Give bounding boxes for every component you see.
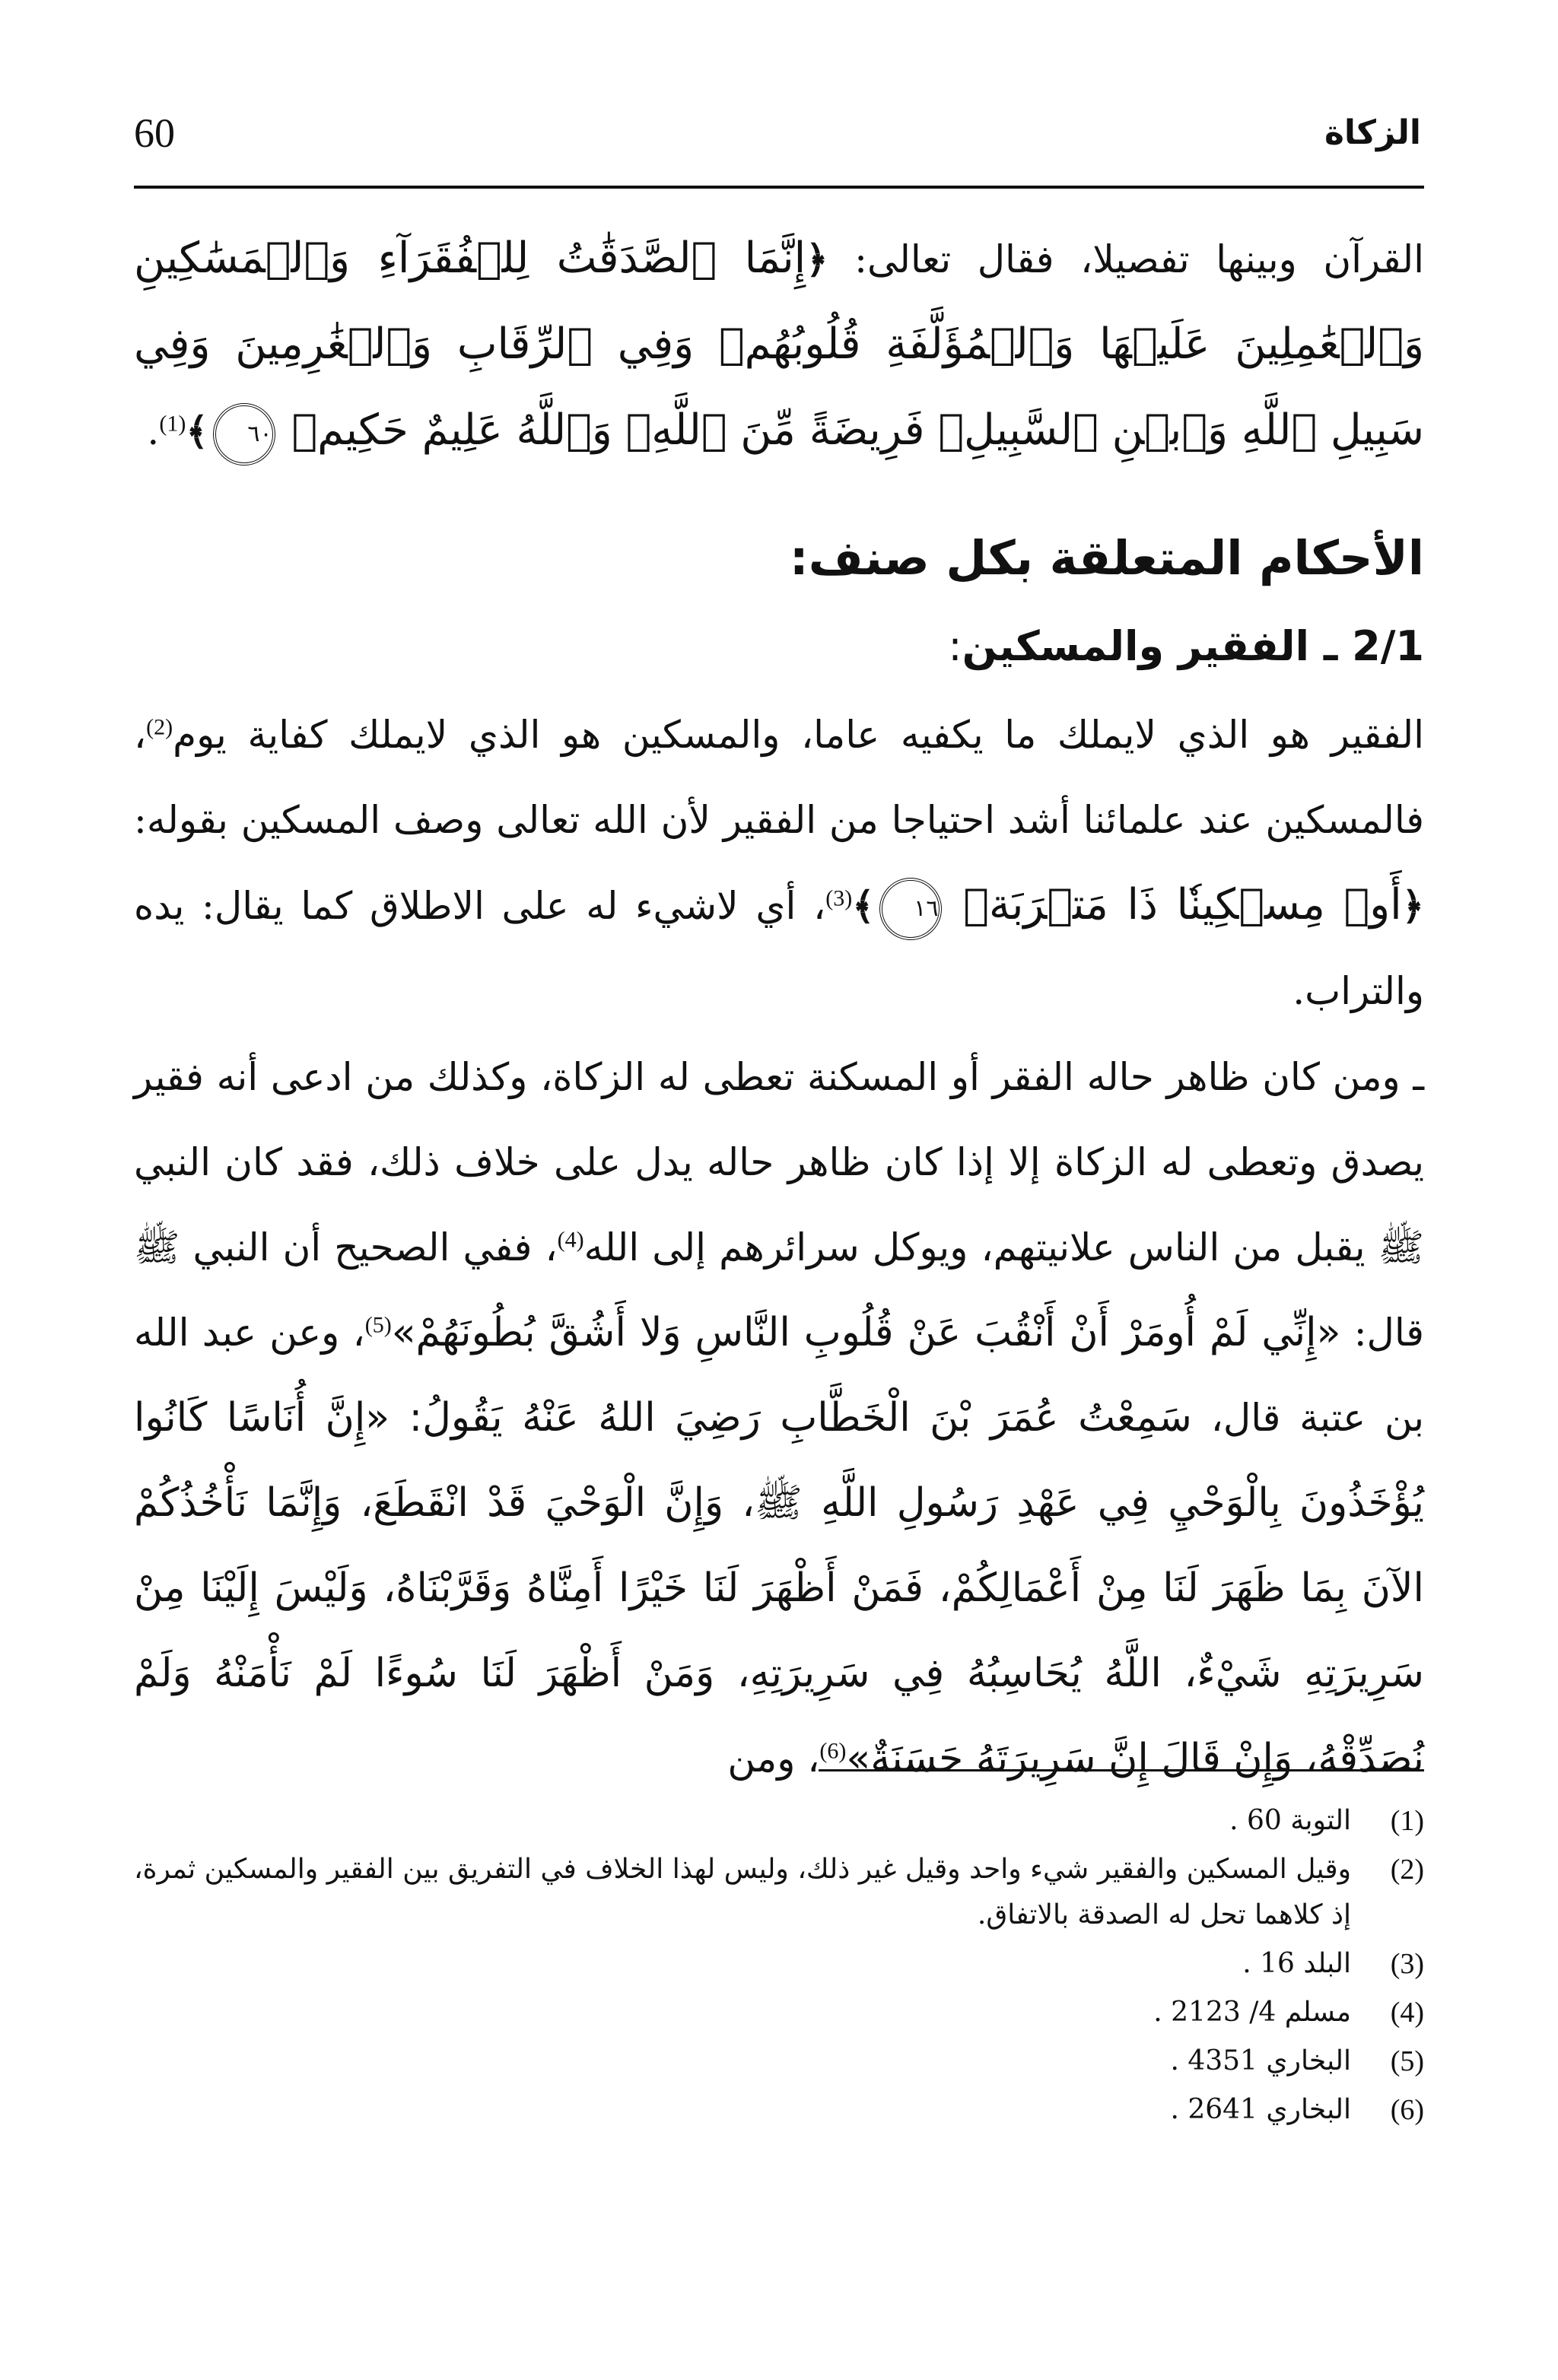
intro-end-punct: . bbox=[147, 409, 160, 453]
footnote-ref-4: (4) bbox=[557, 1227, 584, 1253]
ayah-number-marker: ١٦ bbox=[879, 878, 942, 940]
footnote-rule bbox=[819, 1769, 1424, 1771]
footnote-item bbox=[134, 1990, 1424, 2035]
para1-part1: الفقير هو الذي لايملك ما يكفيه عاما، والمسكين هو الذي لايملك كفاية يوم bbox=[173, 713, 1424, 757]
ayah-number-marker: ٦٠ bbox=[213, 403, 275, 466]
footnote-item bbox=[134, 1847, 1424, 1938]
footnote-number: (4) bbox=[1390, 1997, 1424, 2029]
footnote-ref-2: (2) bbox=[146, 714, 173, 740]
quran-open-bracket: ﴿ bbox=[806, 237, 828, 281]
quran-verse-tawbah-60: إِنَّمَا ٱلصَّدَقَٰتُ لِلۡفُقَرَآءِ وَٱلۡمَسَٰكِينِ وَٱلۡعَٰمِلِينَ عَلَيۡهَا وَٱلۡمُؤَلَّفَةِ قُلُوبُهُمۡ وَفِي ٱلرِّقَابِ وَٱلۡغَٰرِمِينَ وَفِي سَبِيلِ ٱللَّهِ وَٱبۡنِ ٱلسَّبِيلِۖ فَرِيضَةً مِّنَ ٱللَّهِۗ وَٱللَّهُ عَلِيمٌ حَكِيمٞ bbox=[134, 234, 1424, 455]
paragraph-poor-and-needy bbox=[134, 692, 1424, 1034]
para1-part3: ، أي لاشيء له على الاطلاق كما يقال: يده والتراب. bbox=[134, 884, 1424, 1013]
section-heading: الأحكام المتعلقة بكل صنف: bbox=[789, 530, 1424, 586]
quran-open-bracket: ﴿ bbox=[1401, 884, 1424, 928]
footnote-text: البخاري 4351 . bbox=[1170, 2045, 1351, 2077]
footnote-ref-5: (5) bbox=[364, 1312, 392, 1338]
footnote-text: وقيل المسكين والفقير شيء واحد وقيل غير ذلك، وليس لهذا الخلاف في التفريق بين الفقير والمسكين ثمرة، إذ كلاهما تحل له الصدقة بالاتفاق. bbox=[134, 1854, 1351, 1930]
footnote-text: التوبة 60 . bbox=[1229, 1805, 1351, 1836]
footnote-number: (2) bbox=[1390, 1854, 1424, 1886]
footnote-item bbox=[134, 1941, 1424, 1987]
page-number: 60 bbox=[134, 110, 175, 156]
hadith-quote-2: سَمِعْتُ عُمَرَ بْنَ الْخَطَّابِ رَضِيَ اللهُ عَنْهُ يَقُولُ: «إِنَّ أُنَاسًا كَانُوا يُؤْخَذُونَ بِالْوَحْيِ فِي عَهْدِ رَسُولِ اللَّهِ ﷺ، وَإِنَّ الْوَحْيَ قَدْ انْقَطَعَ، وَإِنَّمَا نَأْخُذُكُمْ الآنَ بِمَا ظَهَرَ لَنَا مِنْ أَعْمَالِكُمْ، فَمَنْ أَظْهَرَ لَنَا خَيْرًا أَمِنَّاهُ وَقَرَّبْنَاهُ، وَلَيْسَ إِلَيْنَا مِنْ سَرِيرَتِهِ شَيْءٌ، اللَّهُ يُحَاسِبُهُ فِي سَرِيرَتِهِ، وَمَنْ أَظْهَرَ لَنَا سُوءًا لَمْ نَأْمَنْهُ وَلَمْ نُصَدِّقْهُ، وَإِنْ قَالَ إِنَّ سَرِيرَتَهُ حَسَنَةٌ» bbox=[134, 1395, 1424, 1781]
quran-close-bracket: ﴾ bbox=[186, 409, 208, 453]
sub-heading bbox=[134, 609, 1424, 685]
footnote-number: (1) bbox=[1390, 1805, 1424, 1837]
footnote-item bbox=[134, 1798, 1424, 1844]
intro-paragraph bbox=[134, 216, 1424, 474]
footnote-number: (6) bbox=[1390, 2094, 1424, 2126]
para2-part1: ـ ومن كان ظاهر حاله الفقر أو المسكنة تعطى له الزكاة، وكذلك من ادعى أنه فقير يصدق وتعطى له الزكاة إلا إذا كان ظاهر حاله يدل على خلاف ذلك، فقد كان النبي ﷺ يقبل من الناس علانيتهم، ويوكل سرائرهم إلى الله bbox=[134, 1055, 1424, 1269]
footnote-number: (5) bbox=[1390, 2045, 1424, 2077]
quran-verse-balad-16: أَوۡ مِسۡكِينٗا ذَا مَتۡرَبَةٖ bbox=[963, 880, 1402, 929]
para2-part2: ، ففي الصحيح أن النبي ﷺ قال: bbox=[134, 1225, 1425, 1355]
footnote-item bbox=[134, 2087, 1424, 2133]
footnote-item bbox=[134, 2038, 1424, 2084]
footnote-ref-1: (1) bbox=[159, 411, 186, 437]
running-title: الزكاة bbox=[1324, 113, 1421, 152]
footnote-text: مسلم 4/ 2123 . bbox=[1153, 1997, 1351, 2028]
intro-lead-text: القرآن وبينها تفصيلا، فقال تعالى: bbox=[828, 237, 1425, 281]
running-head bbox=[134, 106, 1421, 160]
sub-heading-colon: : bbox=[948, 622, 962, 670]
footnote-number: (3) bbox=[1390, 1948, 1424, 1980]
footnote-text: البخاري 2641 . bbox=[1170, 2094, 1351, 2125]
footnote-ref-6: (6) bbox=[819, 1738, 847, 1764]
footnote-ref-3: (3) bbox=[825, 885, 853, 911]
footnote-text: البلد 16 . bbox=[1242, 1948, 1351, 1979]
para2-part3: ، وعن عبد الله بن عتبة قال، bbox=[134, 1311, 1425, 1440]
quran-close-bracket: ﴾ bbox=[852, 884, 875, 928]
para2-part4: ، ومن bbox=[727, 1737, 820, 1781]
header-rule bbox=[134, 186, 1424, 189]
footnotes-list bbox=[134, 1798, 1424, 2136]
para1-part2: ، فالمسكين عند علمائنا أشد احتياجا من الفقير لأن الله تعالى وصف المسكين بقوله: bbox=[134, 713, 1424, 842]
sub-heading-text: 2/1 ـ الفقير والمسكين bbox=[962, 622, 1424, 670]
paragraph-apparent-state bbox=[134, 1034, 1424, 1801]
hadith-quote-1: «إِنِّي لَمْ أُومَرْ أَنْ أَنْقُبَ عَنْ قُلُوبِ النَّاسِ وَلا أَشُقَّ بُطُونَهُمْ» bbox=[391, 1310, 1341, 1355]
